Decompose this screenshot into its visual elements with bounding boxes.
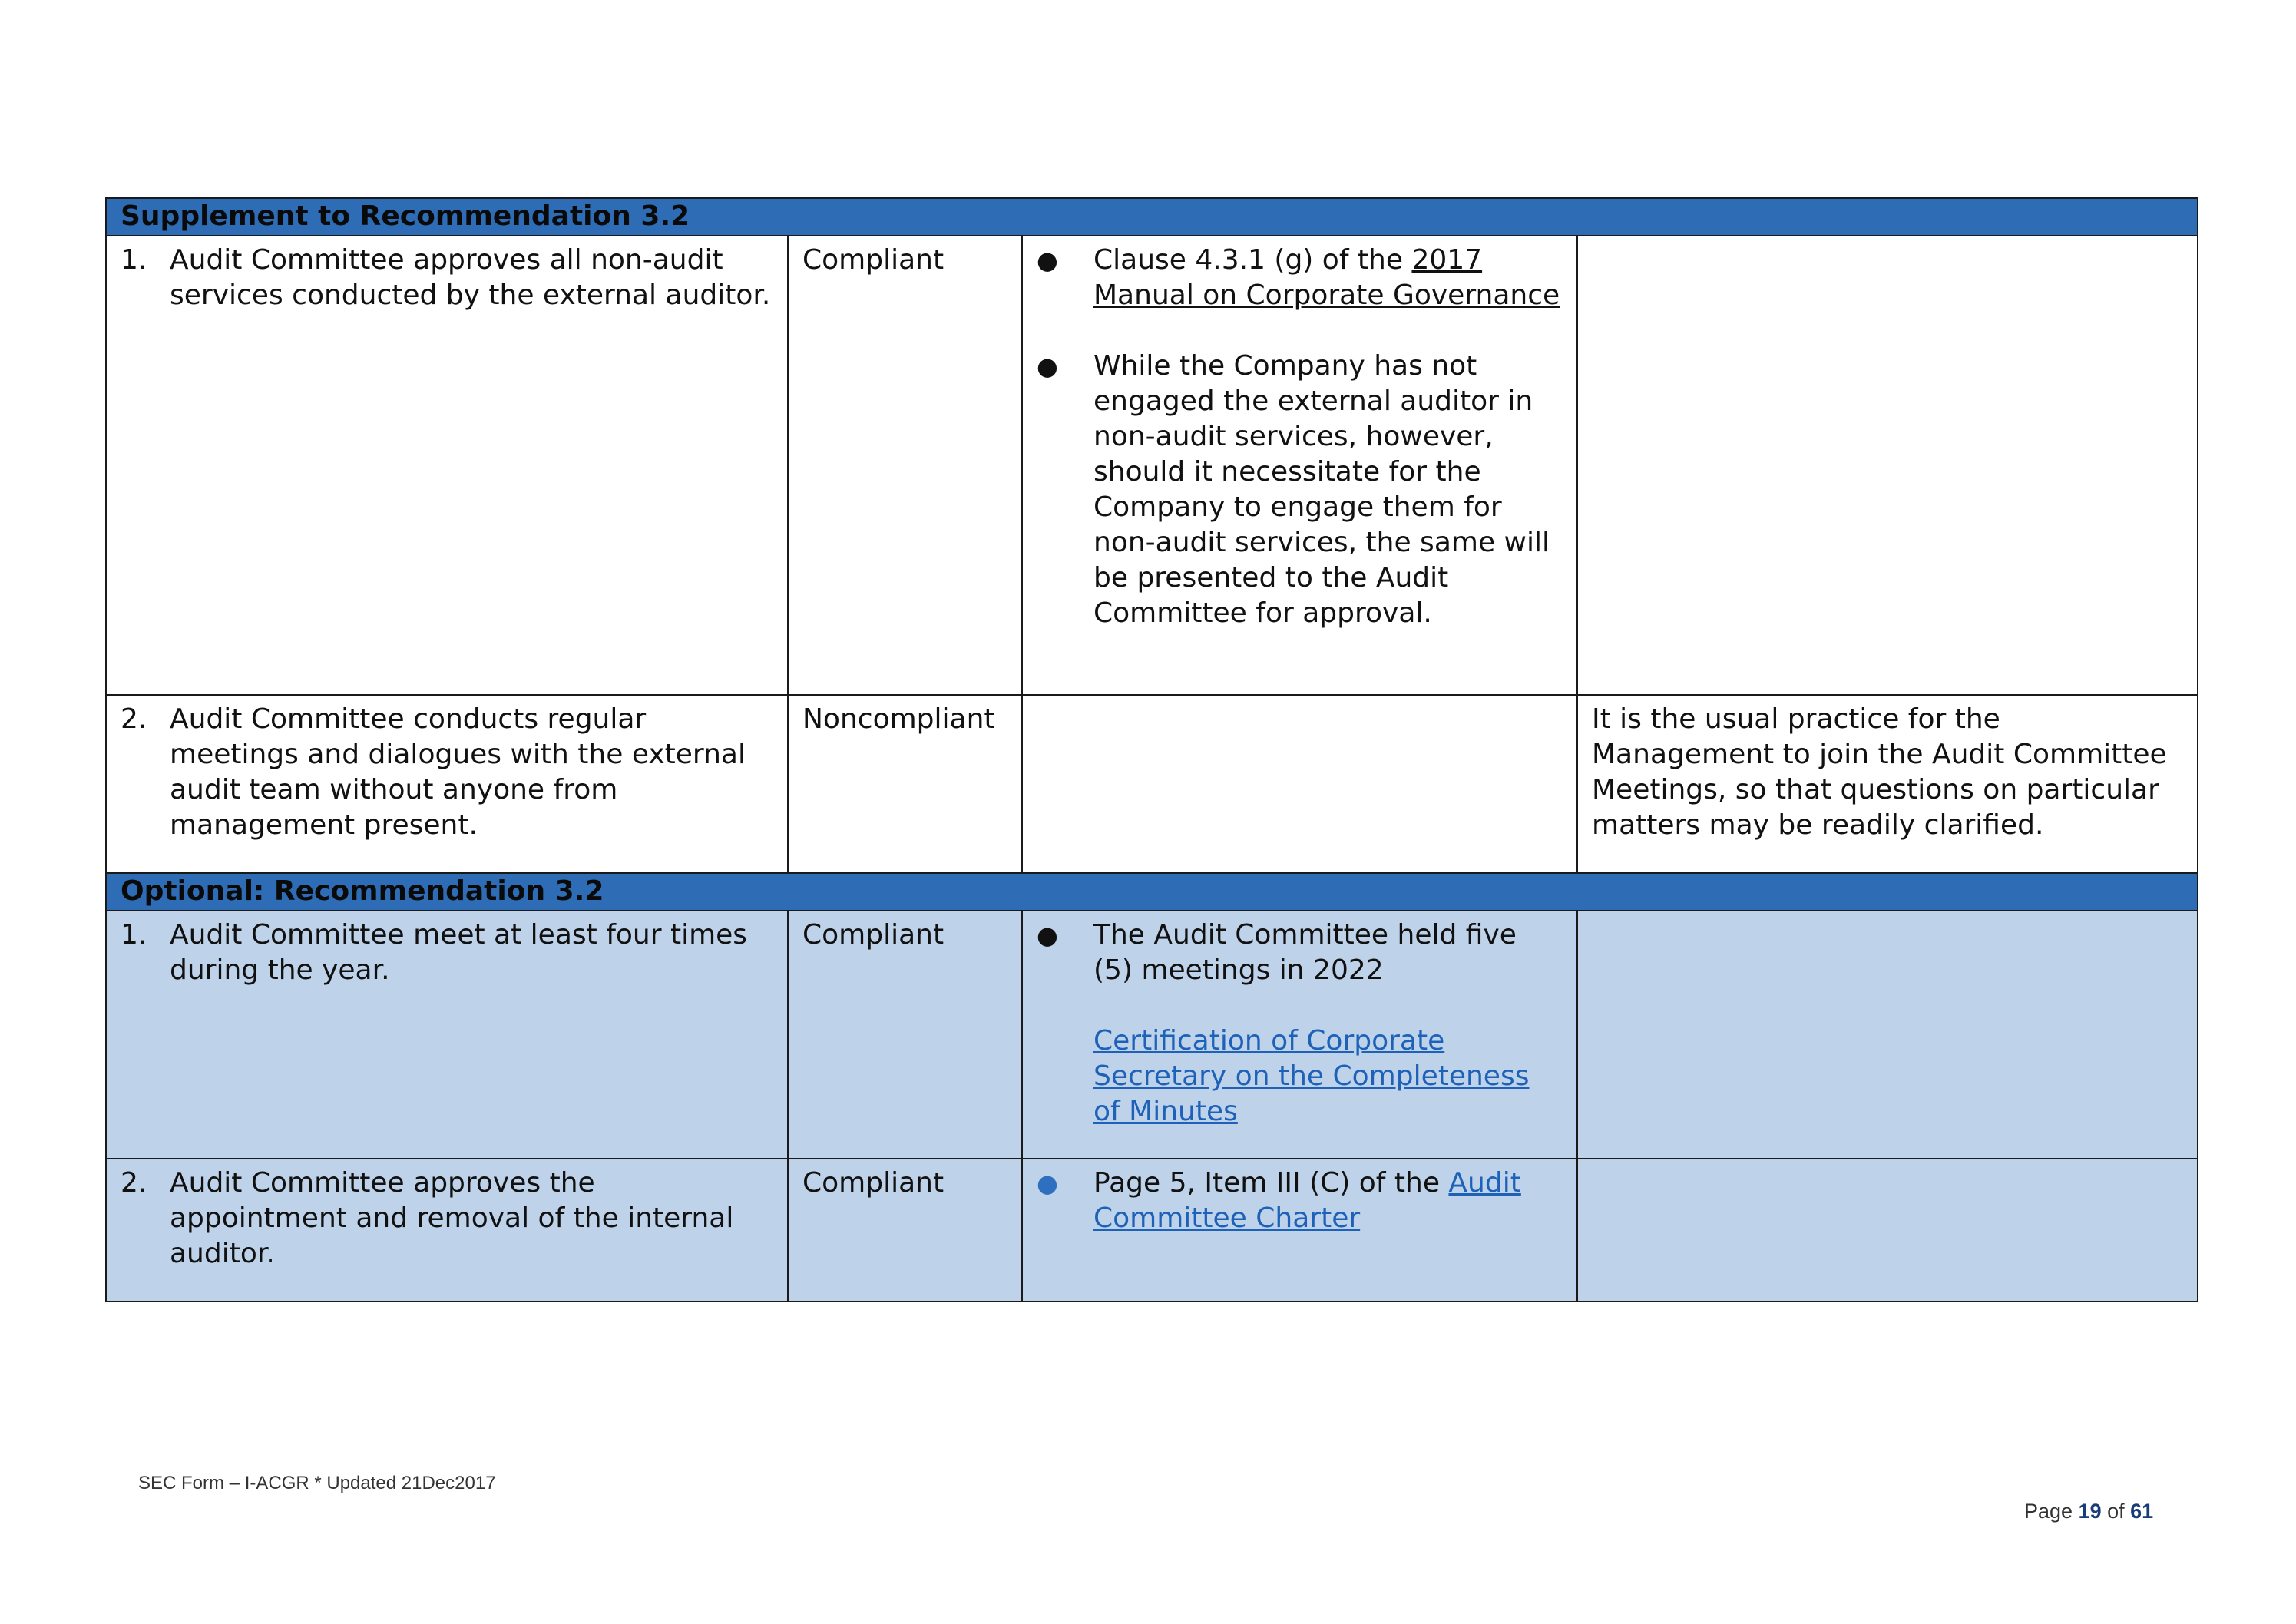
list-item: [1037, 1166, 1563, 1236]
bullet-icon: ●: [1037, 921, 1058, 950]
explanation-cell: It is the usual practice for the Management to join the Audit Committee Meetings, so that questions on particular matters may be readily clarified.: [1577, 695, 2198, 873]
details-cell: [1022, 236, 1577, 695]
explanation-cell: [1577, 911, 2198, 1159]
list-item: [1037, 243, 1563, 313]
recommendation-cell: [106, 236, 788, 695]
bullet-icon: ●: [1037, 246, 1058, 275]
audit-committee-charter-link[interactable]: Audit Committee Charter: [1093, 1167, 1521, 1234]
status-cell: Compliant: [788, 1159, 1022, 1302]
explanation-cell: [1577, 1159, 2198, 1302]
recommendation-text: Audit Committee approves all non-audit services conducted by the external auditor.: [170, 244, 771, 311]
recommendation-text: Audit Committee conducts regular meetings and dialogues with the external audit team without anyone from management present.: [170, 703, 746, 841]
detail-text: Clause 4.3.1 (g) of the: [1093, 244, 1412, 276]
section-header-optional: Optional: Recommendation 3.2: [106, 873, 2198, 911]
detail-text: Page 5, Item III (C) of the: [1093, 1167, 1449, 1199]
table-row: [106, 695, 2198, 873]
table-row: [106, 1159, 2198, 1302]
certification-link[interactable]: Certification of Corporate Secretary on the Completeness of Minutes: [1093, 1025, 1530, 1127]
details-list: [1037, 243, 1563, 631]
page-of: of: [2101, 1500, 2131, 1523]
details-cell: [1022, 911, 1577, 1159]
bullet-icon: ●: [1037, 1169, 1058, 1198]
recommendation-text: Audit Committee meet at least four times during the year.: [170, 919, 748, 986]
status-cell: Compliant: [788, 236, 1022, 695]
recommendation-cell: [106, 1159, 788, 1302]
recommendation-cell: [106, 695, 788, 873]
table-row: [106, 236, 2198, 695]
section-header-supplement: Supplement to Recommendation 3.2: [106, 198, 2198, 236]
details-cell: [1022, 695, 1577, 873]
details-cell: [1022, 1159, 1577, 1302]
page-current: 19: [2078, 1500, 2102, 1523]
acgr-table: [105, 197, 2198, 1302]
explanation-cell: [1577, 236, 2198, 695]
recommendation-cell: [106, 911, 788, 1159]
item-number: 1.: [121, 919, 147, 951]
details-list: [1037, 1166, 1563, 1236]
table-row: [106, 911, 2198, 1159]
manual-reference: 2017 Manual on Corporate Governance: [1093, 244, 1560, 311]
status-cell: Compliant: [788, 911, 1022, 1159]
page-prefix: Page: [2024, 1500, 2079, 1523]
details-list: [1037, 918, 1563, 988]
item-number: 1.: [121, 244, 147, 276]
form-label: SEC Form – I-ACGR * Updated 21Dec2017: [138, 1473, 496, 1493]
section-header-row: [106, 873, 2198, 911]
page-total: 61: [2130, 1500, 2154, 1523]
bullet-icon: ●: [1037, 352, 1058, 381]
status-cell: Noncompliant: [788, 695, 1022, 873]
section-header-row: [106, 198, 2198, 236]
page-number: [2024, 1500, 2153, 1523]
item-number: 2.: [121, 703, 147, 735]
detail-text: While the Company has not engaged the external auditor in non-audit services, however, should it necessitate for the Company to engage them for non-audit services, the same will be presented to the Audit Committee for approval.: [1093, 350, 1550, 629]
item-number: 2.: [121, 1167, 147, 1199]
list-item: [1037, 918, 1563, 988]
recommendation-text: Audit Committee approves the appointment and removal of the internal auditor.: [170, 1167, 734, 1269]
detail-text: The Audit Committee held five (5) meetings in 2022: [1093, 919, 1517, 986]
list-item: [1037, 349, 1563, 631]
